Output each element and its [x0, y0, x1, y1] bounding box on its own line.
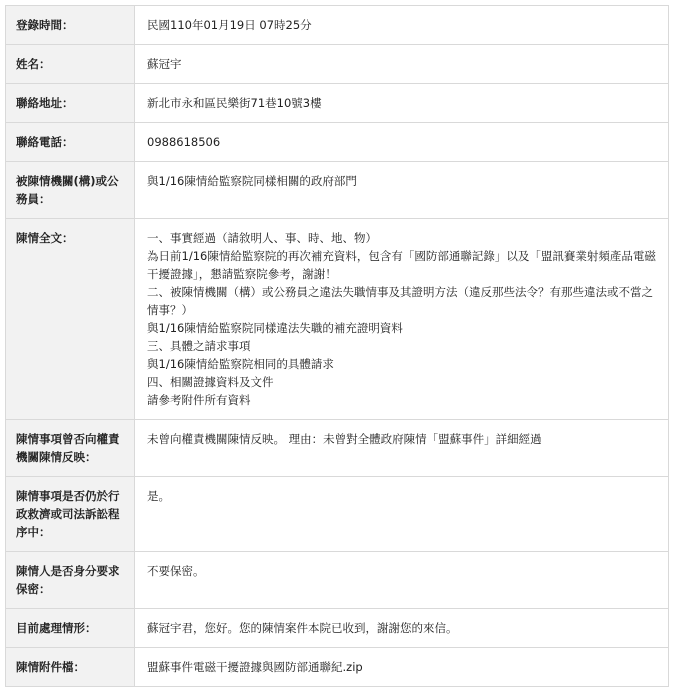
table-row	[6, 219, 669, 420]
table-row	[6, 609, 669, 648]
registration-time-value: 民國110年01月19日 07時25分	[135, 6, 669, 45]
field-label: 登錄時間：	[6, 6, 135, 45]
table-row	[6, 477, 669, 552]
field-label: 陳情附件檔：	[6, 648, 135, 687]
confidentiality-value: 不要保密。	[135, 552, 669, 609]
address-value: 新北市永和區民樂街71巷10號3樓	[135, 84, 669, 123]
attachment-cell	[135, 648, 669, 687]
field-label: 陳情全文：	[6, 219, 135, 420]
field-label: 陳情事項是否仍於行政救濟或司法訴訟程序中：	[6, 477, 135, 552]
table-row	[6, 6, 669, 45]
field-label: 姓名：	[6, 45, 135, 84]
field-label: 聯絡地址：	[6, 84, 135, 123]
text-line: 為日前1/16陳情給監察院的再次補充資料，包含有「國防部通聯記錄」以及「盟訊賽業射頻產品電磁干擾證據」，懇請監察院參考，謝謝！	[147, 249, 656, 281]
text-line: 請參考附件所有資料	[147, 393, 251, 407]
petition-detail-table	[5, 5, 669, 687]
field-label: 被陳情機關(構)或公務員：	[6, 162, 135, 219]
prior-petition-value: 未曾向權責機關陳情反映。 理由：未曾對全體政府陳情「盟蘇事件」詳細經過	[135, 420, 669, 477]
table-row	[6, 648, 669, 687]
table-row	[6, 162, 669, 219]
table-row	[6, 84, 669, 123]
processing-status-value: 蘇冠宇君，您好。您的陳情案件本院已收到，謝謝您的來信。	[135, 609, 669, 648]
petition-full-text	[135, 219, 669, 420]
field-label: 陳情人是否身分要求保密：	[6, 552, 135, 609]
text-line: 二、被陳情機關（構）或公務員之違法失職情事及其證明方法（違反那些法令？有那些違法或不當之情事？）	[147, 285, 653, 317]
text-line: 三、具體之請求事項	[147, 339, 251, 353]
table-row	[6, 123, 669, 162]
table-row	[6, 552, 669, 609]
petitioned-agency-value: 與1/16陳情給監察院同樣相關的政府部門	[135, 162, 669, 219]
table-row	[6, 420, 669, 477]
text-line: 四、相關證據資料及文件	[147, 375, 274, 389]
text-line: 與1/16陳情給監察院相同的具體請求	[147, 357, 334, 371]
litigation-status-value: 是。	[135, 477, 669, 552]
field-label: 聯絡電話：	[6, 123, 135, 162]
field-label: 陳情事項曾否向權責機關陳情反映：	[6, 420, 135, 477]
field-label: 目前處理情形：	[6, 609, 135, 648]
text-line: 一、事實經過（請敘明人、事、時、地、物）	[147, 231, 377, 245]
phone-value: 0988618506	[135, 123, 669, 162]
table-row	[6, 45, 669, 84]
text-line: 與1/16陳情給監察院同樣違法失職的補充證明資料	[147, 321, 403, 335]
attachment-file-link[interactable]: 盟蘇事件電磁干擾證據與國防部通聯紀.zip	[147, 660, 363, 674]
name-value: 蘇冠宇	[135, 45, 669, 84]
